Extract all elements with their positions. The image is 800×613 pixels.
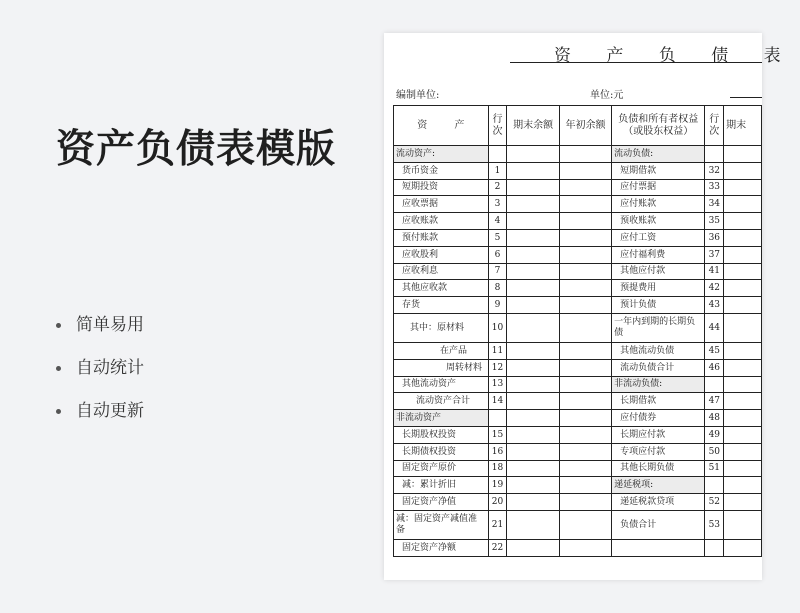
liability-row-no-cell: 46 [705, 359, 724, 376]
liability-item-cell: 流动负债合计 [612, 359, 705, 376]
asset-row-no-cell: 3 [488, 196, 507, 213]
header-end-balance: 期末余额 [507, 106, 559, 146]
asset-item-cell: 周转材料 [394, 359, 489, 376]
asset-begin-balance-cell [559, 246, 611, 263]
asset-end-balance-cell [507, 280, 559, 297]
asset-begin-balance-cell [559, 539, 611, 556]
liability-end-balance-cell [724, 313, 762, 342]
asset-begin-balance-cell [559, 510, 611, 539]
liability-row-no-cell: 37 [705, 246, 724, 263]
liability-item-cell: 其他应付款 [612, 263, 705, 280]
liability-item-cell: 非流动负债: [612, 376, 705, 393]
asset-item-cell: 其他应收款 [394, 280, 489, 297]
table-row [394, 477, 762, 494]
liability-end-balance-cell [724, 179, 762, 196]
asset-end-balance-cell [507, 162, 559, 179]
liability-end-balance-cell [724, 426, 762, 443]
bullet-icon [56, 366, 61, 371]
feature-item [56, 398, 144, 441]
liability-end-balance-cell [724, 280, 762, 297]
table-row [394, 342, 762, 359]
asset-row-no-cell: 7 [488, 263, 507, 280]
liability-item-cell: 一年内到期的长期负债 [612, 313, 705, 342]
liability-end-balance-cell [724, 263, 762, 280]
asset-begin-balance-cell [559, 297, 611, 314]
asset-item-cell: 存货 [394, 297, 489, 314]
liability-item-cell: 应付债券 [612, 410, 705, 427]
table-row [394, 213, 762, 230]
asset-begin-balance-cell [559, 263, 611, 280]
feature-label: 自动更新 [76, 401, 144, 421]
asset-item-cell: 固定资产净额 [394, 539, 489, 556]
header-row-no-2: 行次 [705, 106, 724, 146]
table-row [394, 494, 762, 511]
liability-end-balance-cell [724, 410, 762, 427]
sheet-title: 资 产 负 债 表 [554, 46, 796, 66]
liability-row-no-cell: 35 [705, 213, 724, 230]
liability-end-balance-cell [724, 229, 762, 246]
liability-row-no-cell: 52 [705, 494, 724, 511]
table-wrap [393, 105, 762, 557]
asset-begin-balance-cell [559, 196, 611, 213]
asset-row-no-cell: 4 [488, 213, 507, 230]
liability-item-cell: 递延税项: [612, 477, 705, 494]
header-liability: 负债和所有者权益（或股东权益） [612, 106, 705, 146]
asset-end-balance-cell [507, 196, 559, 213]
liability-item-cell: 短期借款 [612, 162, 705, 179]
asset-item-cell: 减：固定资产减值准备 [394, 510, 489, 539]
table-row [394, 196, 762, 213]
asset-item-cell: 长期股权投资 [394, 426, 489, 443]
asset-row-no-cell: 10 [488, 313, 507, 342]
table-row [394, 246, 762, 263]
header-row [394, 106, 762, 146]
asset-row-no-cell: 20 [488, 494, 507, 511]
liability-item-cell [612, 539, 705, 556]
feature-label: 自动统计 [76, 358, 144, 378]
liability-end-balance-cell [724, 376, 762, 393]
asset-end-balance-cell [507, 246, 559, 263]
asset-item-cell: 短期投资 [394, 179, 489, 196]
asset-item-cell: 固定资产净值 [394, 494, 489, 511]
asset-end-balance-cell [507, 510, 559, 539]
liability-item-cell: 递延税款贷项 [612, 494, 705, 511]
liability-item-cell: 其他长期负债 [612, 460, 705, 477]
liability-end-balance-cell [724, 443, 762, 460]
liability-row-no-cell [705, 146, 724, 163]
liability-end-balance-cell [724, 477, 762, 494]
asset-row-no-cell: 11 [488, 342, 507, 359]
asset-end-balance-cell [507, 359, 559, 376]
liability-row-no-cell [705, 376, 724, 393]
header-end-balance-2: 期末 [724, 106, 762, 146]
table-row [394, 179, 762, 196]
liability-item-cell: 预计负债 [612, 297, 705, 314]
asset-end-balance-cell [507, 376, 559, 393]
asset-begin-balance-cell [559, 426, 611, 443]
asset-row-no-cell: 9 [488, 297, 507, 314]
liability-end-balance-cell [724, 510, 762, 539]
table-row [394, 280, 762, 297]
liability-item-cell: 专项应付款 [612, 443, 705, 460]
table-row [394, 510, 762, 539]
liability-end-balance-cell [724, 494, 762, 511]
asset-item-cell: 在产品 [394, 342, 489, 359]
balance-table [393, 105, 762, 557]
asset-begin-balance-cell [559, 443, 611, 460]
feature-item [56, 312, 144, 355]
table-row [394, 162, 762, 179]
asset-row-no-cell: 8 [488, 280, 507, 297]
asset-begin-balance-cell [559, 393, 611, 410]
table-row [394, 443, 762, 460]
asset-item-cell: 其中：原材料 [394, 313, 489, 342]
liability-end-balance-cell [724, 539, 762, 556]
asset-item-cell: 应收利息 [394, 263, 489, 280]
asset-item-cell: 应收股利 [394, 246, 489, 263]
asset-item-cell: 其他流动资产 [394, 376, 489, 393]
asset-begin-balance-cell [559, 410, 611, 427]
liability-row-no-cell: 53 [705, 510, 724, 539]
table-row [394, 297, 762, 314]
asset-row-no-cell: 1 [488, 162, 507, 179]
asset-row-no-cell: 5 [488, 229, 507, 246]
asset-begin-balance-cell [559, 494, 611, 511]
currency-unit-label: 单位:元 [590, 90, 624, 101]
liability-item-cell: 其他流动负债 [612, 342, 705, 359]
liability-row-no-cell: 32 [705, 162, 724, 179]
asset-end-balance-cell [507, 494, 559, 511]
asset-item-cell: 流动资产合计 [394, 393, 489, 410]
asset-begin-balance-cell [559, 146, 611, 163]
liability-end-balance-cell [724, 342, 762, 359]
liability-end-balance-cell [724, 359, 762, 376]
asset-row-no-cell: 2 [488, 179, 507, 196]
asset-end-balance-cell [507, 443, 559, 460]
asset-begin-balance-cell [559, 229, 611, 246]
liability-row-no-cell: 42 [705, 280, 724, 297]
header-asset: 资 产 [394, 106, 489, 146]
asset-item-cell: 货币资金 [394, 162, 489, 179]
liability-end-balance-cell [724, 297, 762, 314]
liability-row-no-cell: 47 [705, 393, 724, 410]
asset-item-cell: 流动资产: [394, 146, 489, 163]
liability-item-cell: 预收账款 [612, 213, 705, 230]
asset-row-no-cell: 21 [488, 510, 507, 539]
unit-label: 编制单位: [396, 90, 440, 101]
asset-end-balance-cell [507, 179, 559, 196]
asset-begin-balance-cell [559, 359, 611, 376]
liability-row-no-cell: 34 [705, 196, 724, 213]
asset-begin-balance-cell [559, 280, 611, 297]
asset-end-balance-cell [507, 297, 559, 314]
liability-row-no-cell: 43 [705, 297, 724, 314]
asset-end-balance-cell [507, 229, 559, 246]
feature-list [56, 312, 144, 441]
table-row [394, 229, 762, 246]
asset-end-balance-cell [507, 477, 559, 494]
liability-row-no-cell [705, 539, 724, 556]
asset-end-balance-cell [507, 393, 559, 410]
table-row [394, 359, 762, 376]
asset-row-no-cell: 16 [488, 443, 507, 460]
asset-begin-balance-cell [559, 376, 611, 393]
title-underline [510, 62, 762, 63]
liability-row-no-cell: 44 [705, 313, 724, 342]
liability-row-no-cell: 48 [705, 410, 724, 427]
asset-end-balance-cell [507, 213, 559, 230]
asset-item-cell: 非流动资产 [394, 410, 489, 427]
bullet-icon [56, 409, 61, 414]
asset-row-no-cell: 14 [488, 393, 507, 410]
asset-end-balance-cell [507, 426, 559, 443]
table-row [394, 426, 762, 443]
asset-item-cell: 预付账款 [394, 229, 489, 246]
asset-end-balance-cell [507, 313, 559, 342]
asset-begin-balance-cell [559, 179, 611, 196]
liability-item-cell: 应付工资 [612, 229, 705, 246]
asset-begin-balance-cell [559, 213, 611, 230]
liability-end-balance-cell [724, 196, 762, 213]
asset-row-no-cell [488, 410, 507, 427]
liability-row-no-cell: 45 [705, 342, 724, 359]
liability-row-no-cell: 49 [705, 426, 724, 443]
table-row [394, 263, 762, 280]
asset-row-no-cell: 6 [488, 246, 507, 263]
table-row [394, 460, 762, 477]
asset-item-cell: 固定资产原价 [394, 460, 489, 477]
asset-begin-balance-cell [559, 342, 611, 359]
asset-item-cell: 应收票据 [394, 196, 489, 213]
asset-end-balance-cell [507, 460, 559, 477]
liability-item-cell: 应付票据 [612, 179, 705, 196]
asset-begin-balance-cell [559, 477, 611, 494]
asset-end-balance-cell [507, 146, 559, 163]
liability-end-balance-cell [724, 460, 762, 477]
table-row [394, 393, 762, 410]
liability-row-no-cell: 33 [705, 179, 724, 196]
asset-row-no-cell: 13 [488, 376, 507, 393]
asset-begin-balance-cell [559, 460, 611, 477]
asset-row-no-cell: 19 [488, 477, 507, 494]
liability-end-balance-cell [724, 393, 762, 410]
balance-sheet-preview [384, 33, 796, 580]
liability-item-cell: 应付账款 [612, 196, 705, 213]
asset-item-cell: 应收账款 [394, 213, 489, 230]
asset-row-no-cell [488, 146, 507, 163]
page-title: 资产负债表模版 [56, 127, 337, 172]
liability-item-cell: 应付福利费 [612, 246, 705, 263]
asset-item-cell: 长期债权投资 [394, 443, 489, 460]
liability-item-cell: 长期应付款 [612, 426, 705, 443]
liability-row-no-cell [705, 477, 724, 494]
liability-row-no-cell: 36 [705, 229, 724, 246]
liability-row-no-cell: 51 [705, 460, 724, 477]
liability-row-no-cell: 41 [705, 263, 724, 280]
asset-row-no-cell: 12 [488, 359, 507, 376]
asset-row-no-cell: 22 [488, 539, 507, 556]
liability-item-cell: 流动负债: [612, 146, 705, 163]
feature-item [56, 355, 144, 398]
date-blank-line [730, 97, 762, 98]
liability-row-no-cell: 50 [705, 443, 724, 460]
table-row [394, 539, 762, 556]
liability-item-cell: 长期借款 [612, 393, 705, 410]
liability-end-balance-cell [724, 213, 762, 230]
asset-end-balance-cell [507, 342, 559, 359]
liability-item-cell: 预提费用 [612, 280, 705, 297]
header-row-no: 行次 [488, 106, 507, 146]
feature-label: 简单易用 [76, 315, 144, 335]
asset-end-balance-cell [507, 263, 559, 280]
table-row [394, 376, 762, 393]
liability-end-balance-cell [724, 146, 762, 163]
header-begin-balance: 年初余额 [559, 106, 611, 146]
asset-begin-balance-cell [559, 162, 611, 179]
asset-begin-balance-cell [559, 313, 611, 342]
table-row [394, 410, 762, 427]
table-row [394, 146, 762, 163]
asset-item-cell: 减：累计折旧 [394, 477, 489, 494]
asset-end-balance-cell [507, 539, 559, 556]
bullet-icon [56, 323, 61, 328]
liability-item-cell: 负债合计 [612, 510, 705, 539]
liability-end-balance-cell [724, 246, 762, 263]
asset-end-balance-cell [507, 410, 559, 427]
asset-row-no-cell: 18 [488, 460, 507, 477]
liability-end-balance-cell [724, 162, 762, 179]
table-row [394, 313, 762, 342]
asset-row-no-cell: 15 [488, 426, 507, 443]
